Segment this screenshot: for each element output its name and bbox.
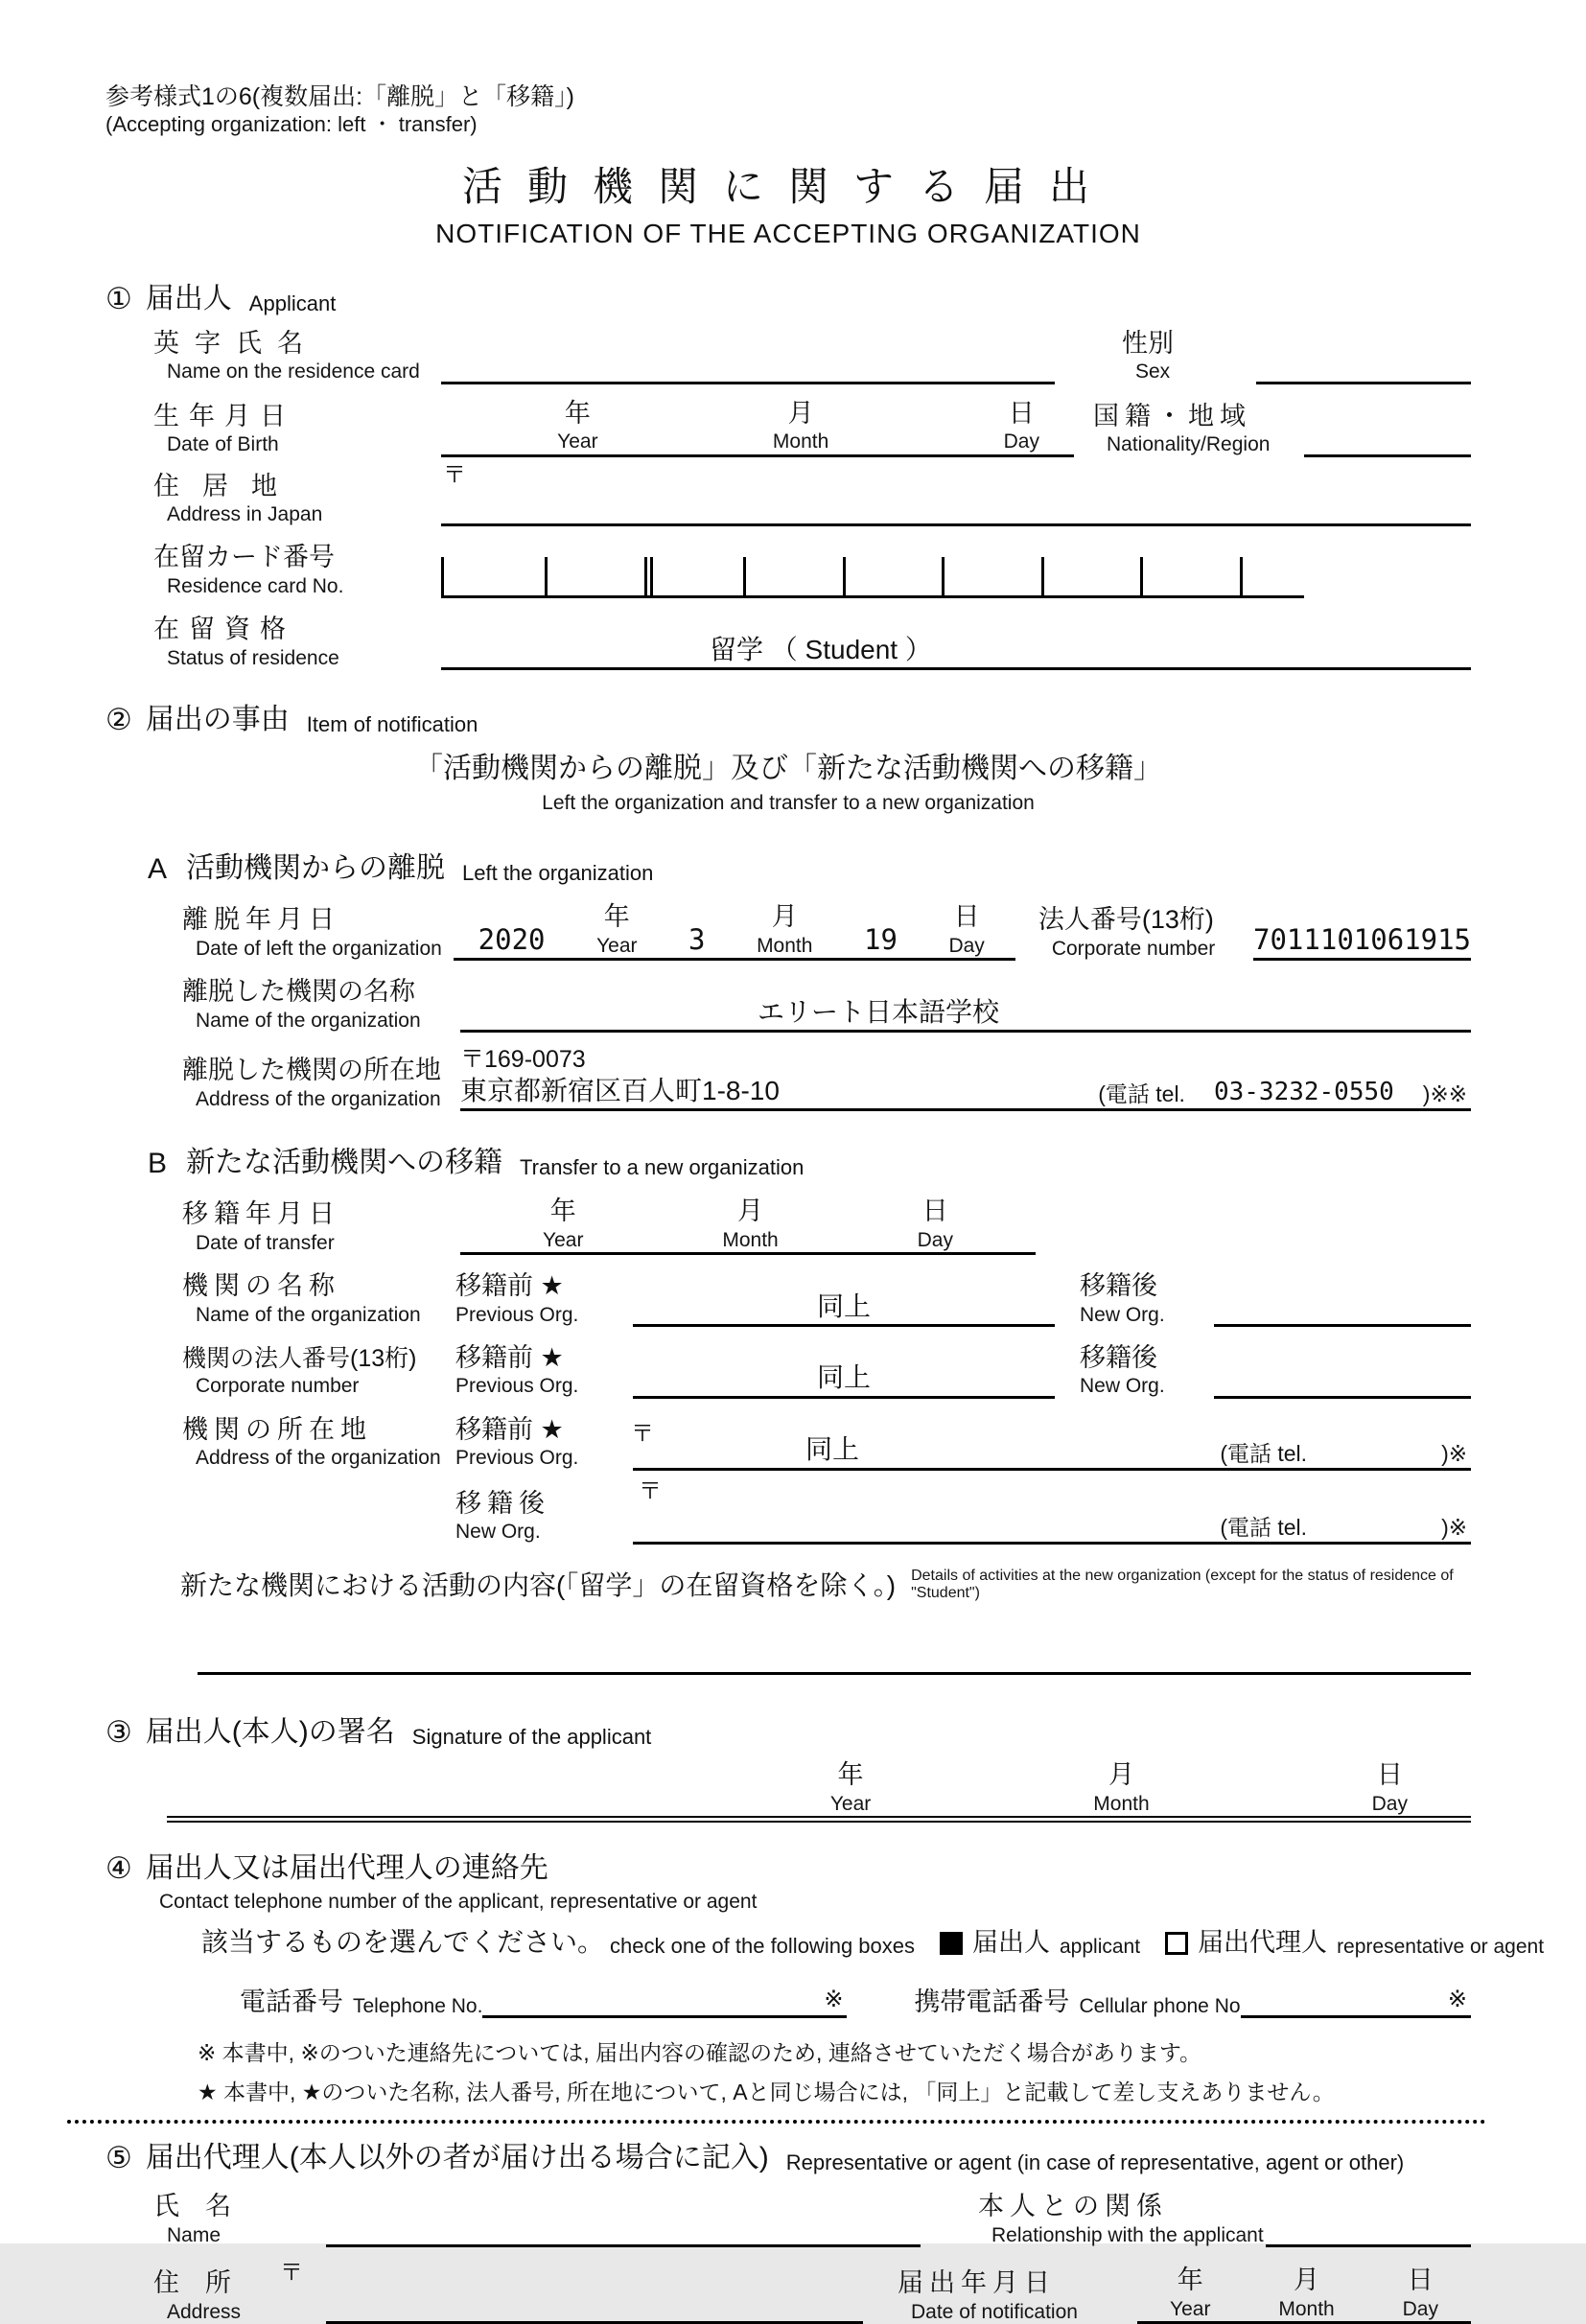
month-unit: 月 Month [1278, 2266, 1335, 2321]
b-date-field[interactable] [460, 1196, 1036, 1255]
row-phones: 電話番号 Telephone No. ※ 携帯電話番号 Cellular phone No ※ [240, 1980, 1471, 2018]
row-residence-card: 在留カード番号 Residence card No. [153, 542, 1471, 598]
b-corporate-prev-field[interactable]: 同上 [633, 1360, 1055, 1399]
agent-checkbox[interactable] [1165, 1932, 1188, 1955]
tel-close: )※ [1441, 1440, 1467, 1466]
cellular-field[interactable] [1241, 1980, 1471, 2018]
postal-mark: 〒 [443, 462, 466, 489]
residence-card-field[interactable] [441, 554, 1304, 598]
a-org-name-field[interactable]: エリート日本語学校 [460, 994, 1471, 1033]
row-agent-address-date: 住 所 Address 〒 届出年月日 Date of notification 年 Year 月 Month 日 Day [153, 2265, 1471, 2324]
tick-mark [1140, 557, 1143, 595]
b-corporate-new-field[interactable] [1214, 1360, 1471, 1399]
b-org-name-new-field[interactable] [1214, 1289, 1471, 1327]
footnote-2: ★ 本書中, ★のついた名称, 法人番号, 所在地について, Aと同じ場合には, 「同上」と記載して差し支えありません。 [198, 2080, 1335, 2105]
tick-mark-double [644, 557, 653, 595]
a-date-field[interactable]: 2020 年 Year 3 月 Month 19 日 Day [454, 901, 1015, 961]
year-unit: 年 Year [829, 1760, 872, 1816]
telephone-field[interactable] [482, 1980, 847, 2018]
sex-field[interactable] [1256, 346, 1471, 384]
year-unit: 年 Year [1170, 2266, 1211, 2321]
status-residence-field[interactable]: 留学 （ Student ） [441, 632, 1471, 670]
agent-address-field[interactable] [280, 2260, 863, 2324]
nationality-field[interactable] [1304, 419, 1471, 457]
postal-mark: 〒 [631, 1420, 654, 1447]
form-ref-en: (Accepting organization: left ・ transfer) [105, 112, 478, 137]
form-title-ja: 活動機関に関する届出 [461, 163, 1114, 209]
sectionB-heading: B 新たな活動機関への移籍 Transfer to a new organization [148, 1146, 805, 1179]
section4-number: ④ [105, 1851, 132, 1886]
notification-item: 「活動機関からの離脱」及び「新たな活動機関への移籍」 Left the organization and transfer to a new organization [414, 753, 1162, 814]
agent-relationship-field[interactable] [1266, 2209, 1471, 2247]
tick-mark [1041, 557, 1044, 595]
section4-heading: ④ 届出人又は届出代理人の連絡先 [105, 1851, 548, 1886]
row-b-corporate: 機関の法人番号(13桁) Corporate number 移籍前 ★ Previous Org. 同上 移籍後 New Org. [182, 1342, 1471, 1399]
a-org-address-field[interactable]: 〒169-0073 東京都新宿区百人町1-8-10 (電話 tel. 03-3232-0550 )※※ [460, 1046, 1471, 1111]
b-org-address-prev-field[interactable]: 同上 (電話 tel. )※ [633, 1432, 1471, 1471]
b-org-name-prev-field[interactable]: 同上 [633, 1289, 1055, 1327]
day-unit: 日 Day [1371, 1760, 1408, 1816]
row-status-residence: 在留資格 Status of residence 留学 （ Student ） [153, 614, 1471, 670]
row-b-org-name: 機関の名称 Name of the organization 移籍前 ★ Previous Org. 同上 移籍後 New Org. [182, 1270, 1471, 1327]
tick-mark [1240, 557, 1243, 595]
form-reference [105, 82, 1471, 138]
month-unit: 月 Month [722, 1196, 779, 1251]
footnote-1: ※ 本書中, ※のついた連絡先については, 届出内容の確認のため, 連絡させていただく場合があります。 [198, 2040, 1201, 2066]
tel-close: )※※ [1422, 1081, 1467, 1107]
section3-number: ③ [105, 1715, 132, 1750]
day-unit: 日 Day [1003, 398, 1039, 453]
section5-heading: ⑤ 届出代理人(本人以外の者が届け出る場合に記入) Representative or agent (in case of representative, agent or other) [105, 2141, 1405, 2175]
row-b-org-address-new: 移籍後 New Org. 〒 (電話 tel. )※ [455, 1488, 1471, 1545]
dotted-divider [67, 2120, 1486, 2124]
ref-mark: ※ [824, 1987, 844, 2013]
section2-heading: ② 届出の事由 Item of notification [105, 703, 478, 737]
row-b-activities-label: 新たな機関における活動の内容(「留学」の在留資格を除く。) Details of activities at the new organization (except for the status of residence of "Student") [180, 1567, 1454, 1601]
year-unit: 年 Year [596, 902, 638, 957]
section5-number: ⑤ [105, 2141, 132, 2175]
postal-mark: 〒 [280, 2260, 303, 2287]
tel-close: )※ [1441, 1514, 1467, 1540]
form-ref-ja: 参考様式1の6(複数届出:「離脱」と「移籍」) [105, 83, 574, 110]
b-activities-field[interactable] [198, 1637, 1471, 1675]
form-title [105, 155, 1471, 249]
row-checkboxes: 該当するものを選んでください。 check one of the following boxes 届出人 applicant 届出代理人 representative or agent [201, 1927, 1545, 1959]
postal-mark: 〒 [639, 1477, 662, 1504]
month-unit: 月 Month [757, 902, 813, 957]
row-b-org-address-prev: 機関の所在地 Address of the organization 移籍前 ★ Previous Org. 〒 同上 (電話 tel. )※ [182, 1414, 1471, 1471]
row-b-date: 移籍年月日 Date of transfer 年 Year 月 Month 日 Day [182, 1196, 1471, 1255]
address-japan-field[interactable] [441, 462, 1471, 526]
tick-mark [545, 557, 548, 595]
section4-heading-en: Contact telephone number of the applicant, representative or agent [159, 1891, 758, 1914]
agent-name-field[interactable] [326, 2209, 921, 2247]
section1-heading: ① 届出人 Applicant [105, 281, 337, 315]
month-unit: 月 Month [772, 398, 829, 453]
a-tel-value: 03-3232-0550 [1213, 1078, 1394, 1107]
row-a-date-corporate: 離脱年月日 Date of left the organization 2020 年 Year 3 月 Month 19 日 Day 法人番号(13桁) Corporate number 7011101061915 [182, 902, 1471, 960]
tel-label: (電話 tel. [1220, 1514, 1308, 1540]
row-agent-name: 氏 名 Name 本人との関係 Relationship with the applicant [153, 2191, 1471, 2247]
day-unit: 日 Day [948, 902, 985, 957]
tel-label: (電話 tel. [1220, 1440, 1308, 1466]
tick-mark [942, 557, 945, 595]
row-a-org-name: 離脱した機関の名称 Name of the organization エリート日本語学校 [182, 976, 1471, 1033]
sectionA-heading: A 活動機関からの離脱 Left the organization [148, 852, 654, 886]
ref-mark: ※ [1447, 1987, 1467, 2013]
a-corporate-field[interactable]: 7011101061915 [1253, 922, 1471, 961]
day-unit: 日 Day [1402, 2266, 1438, 2321]
form-title-en: NOTIFICATION OF THE ACCEPTING ORGANIZATION [435, 218, 1141, 248]
tick-mark [843, 557, 846, 595]
tick-mark [743, 557, 746, 595]
sectionA-letter: A [148, 853, 168, 886]
year-unit: 年 Year [557, 398, 598, 453]
tick-mark [441, 557, 444, 595]
year-unit: 年 Year [543, 1196, 584, 1251]
row-dob-nationality: 生年月日 Date of Birth 年 Year 月 Month 日 Day 国籍・地域 Nationality/Region [153, 398, 1471, 457]
row-address-japan: 住居地 Address in Japan 〒 [153, 471, 1471, 527]
section1-number: ① [105, 281, 132, 315]
sectionB-letter: B [148, 1147, 168, 1179]
notification-date-field[interactable] [1137, 2265, 1471, 2324]
row-a-org-address: 離脱した機関の所在地 Address of the organization 〒169-0073 東京都新宿区百人町1-8-10 (電話 tel. 03-3232-0550 )※※ [182, 1046, 1471, 1111]
section2-number: ② [105, 703, 132, 737]
name-field[interactable] [441, 346, 1055, 384]
row-name-sex: 英字氏名 Name on the residence card 性別 Sex [153, 328, 1471, 384]
section3-heading: ③ 届出人(本人)の署名 Signature of the applicant [105, 1715, 652, 1750]
applicant-checkbox[interactable] [940, 1932, 963, 1955]
day-unit: 日 Day [917, 1196, 953, 1251]
month-unit: 月 Month [1093, 1760, 1150, 1816]
dob-field[interactable] [441, 398, 1074, 457]
signature-field[interactable] [167, 1759, 1471, 1823]
tel-label: (電話 tel. [1098, 1081, 1185, 1107]
